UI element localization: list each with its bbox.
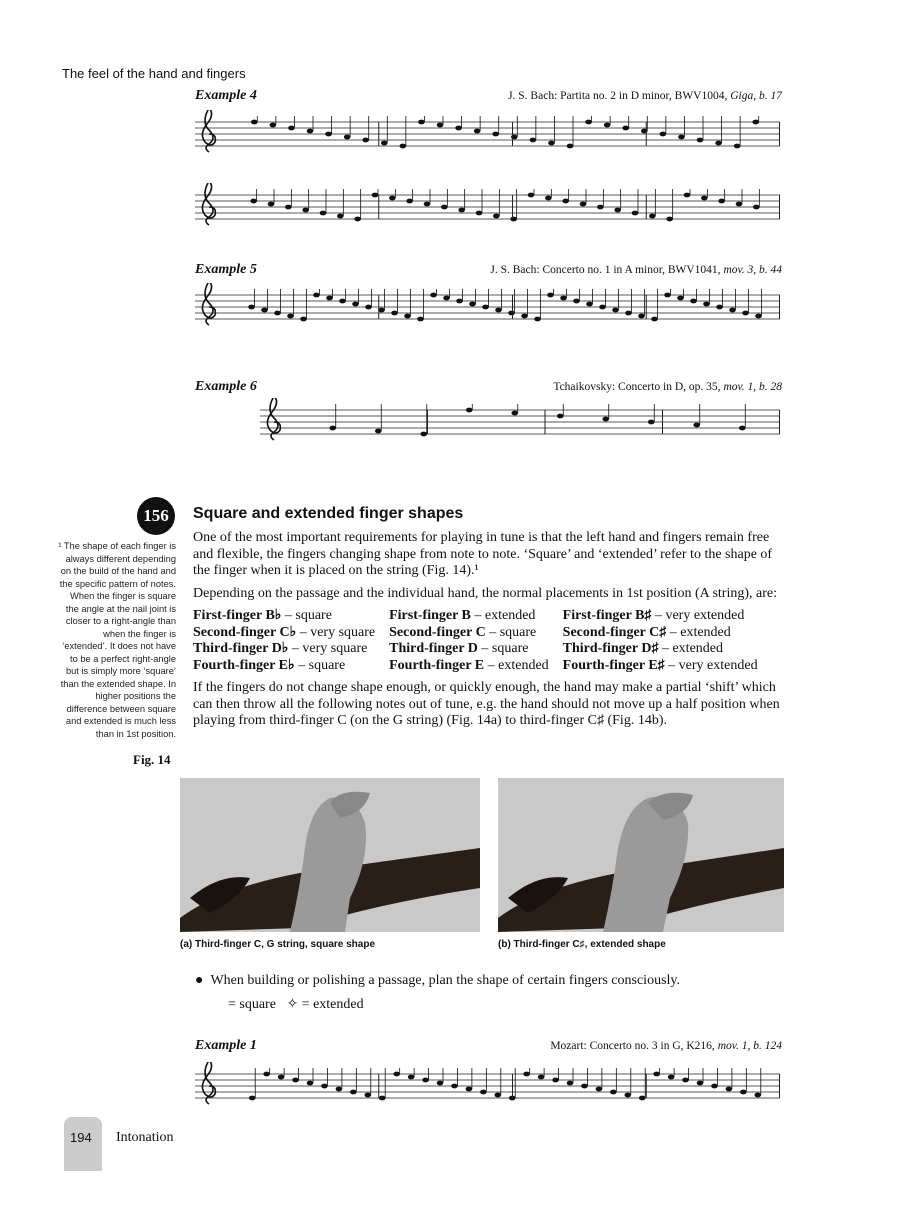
finger-name: First-finger B♯ <box>562 608 652 623</box>
legend-extended: ✧ = extended <box>286 997 364 1012</box>
placement-cell <box>563 608 758 625</box>
placement-cell <box>389 658 549 675</box>
note-head <box>753 205 760 210</box>
citation-text: Tchaikovsky: Concerto in D, op. 35, <box>553 381 724 393</box>
note-head <box>530 138 537 143</box>
note-head <box>391 311 398 316</box>
note-head <box>456 299 463 304</box>
note-head <box>715 141 722 146</box>
example-6-citation <box>553 381 782 393</box>
caption-a: (a) Third-finger C, G string, square shape <box>180 939 376 950</box>
placement-cell <box>563 658 758 675</box>
note-head <box>482 305 489 310</box>
note-head <box>441 205 448 210</box>
note-head <box>521 314 528 319</box>
note-head <box>325 132 332 137</box>
note-head <box>711 1084 718 1089</box>
note-head <box>329 426 336 431</box>
example-4-label: Example 4 <box>195 88 257 103</box>
note-head <box>476 211 483 216</box>
note-head <box>466 408 473 413</box>
note-head <box>602 417 609 422</box>
note-head <box>597 205 604 210</box>
finger-shape: – extended <box>661 641 723 656</box>
note-head <box>648 420 655 425</box>
hand-violin-image <box>180 778 480 932</box>
note-head <box>573 299 580 304</box>
note-head <box>354 217 361 222</box>
finger-shape: – very extended <box>668 657 758 673</box>
note-head <box>458 208 465 213</box>
note-head <box>534 317 541 322</box>
finger-shape: – very square <box>299 624 376 640</box>
note-head <box>703 302 710 307</box>
citation-location: mov. 1, b. 124 <box>717 1040 782 1052</box>
note-head <box>580 202 587 207</box>
note-head <box>697 1081 704 1086</box>
music-staff <box>195 283 780 353</box>
note-head <box>755 314 762 319</box>
note-head <box>362 138 369 143</box>
finger-name: First-finger B <box>389 608 471 623</box>
placement-cell <box>563 625 758 642</box>
finger-name: Fourth-finger E♯ <box>562 657 665 673</box>
note-head <box>538 1075 545 1080</box>
music-staff <box>260 398 780 473</box>
note-head <box>653 1072 660 1077</box>
note-head <box>664 293 671 298</box>
note-head <box>326 296 333 301</box>
finger-name: First-finger B♭ <box>193 608 282 623</box>
note-head <box>596 1087 603 1092</box>
note-head <box>599 305 606 310</box>
note-head <box>420 432 427 437</box>
finger-name: Third-finger D♭ <box>193 641 289 656</box>
note-head <box>752 120 759 125</box>
placement-cell <box>193 641 375 658</box>
placement-cell <box>389 608 549 625</box>
finger-name: Fourth-finger E♭ <box>193 657 295 673</box>
note-head <box>585 120 592 125</box>
note-head <box>739 426 746 431</box>
note-head <box>562 199 569 204</box>
example-5-label: Example 5 <box>195 262 257 277</box>
placement-cell <box>193 625 375 642</box>
note-head <box>404 314 411 319</box>
note-head <box>740 1090 747 1095</box>
note-head <box>389 196 396 201</box>
bullet-text: When building or polishing a passage, plan the shape of certain fingers consciously. <box>210 973 680 988</box>
section-number-badge: 156 <box>137 497 175 535</box>
note-head <box>511 411 518 416</box>
note-head <box>261 308 268 313</box>
chapter-title: Intonation <box>116 1130 174 1145</box>
note-head <box>292 1078 299 1083</box>
note-head <box>364 1093 371 1098</box>
note-head <box>666 217 673 222</box>
note-head <box>443 296 450 301</box>
note-head <box>320 211 327 216</box>
placement-cell <box>193 658 375 675</box>
paragraph: One of the most important requirements for playing in tune is that the left hand and fingers remain free and flexible, the fingers changing shape from note to note. ‘Square’ and ‘extended’ refer to the shape of the finger when it is placed on the string (Fig. 14).¹ <box>193 530 773 578</box>
finger-shape: – square <box>284 608 332 623</box>
note-head <box>701 196 708 201</box>
note-head <box>523 1072 530 1077</box>
note-head <box>424 202 431 207</box>
example-5-citation <box>490 264 782 276</box>
note-head <box>336 1087 343 1092</box>
finger-shape: – extended <box>669 624 731 640</box>
note-head <box>682 1078 689 1083</box>
note-head <box>287 314 294 319</box>
figure-label: Fig. 14 <box>133 752 171 767</box>
note-head <box>495 308 502 313</box>
note-head <box>684 193 691 198</box>
note-head <box>300 317 307 322</box>
note-head <box>437 1081 444 1086</box>
note-head <box>400 144 407 149</box>
note-head <box>455 126 462 131</box>
note-head <box>510 217 517 222</box>
note-head <box>734 144 741 149</box>
example-1-citation <box>550 1040 782 1052</box>
note-head <box>560 296 567 301</box>
note-head <box>548 141 555 146</box>
note-head <box>614 208 621 213</box>
note-head <box>251 120 258 125</box>
note-head <box>649 214 656 219</box>
note-head <box>307 1081 314 1086</box>
finger-name: Second-finger C♭ <box>193 624 297 640</box>
finger-shape: – extended <box>474 608 536 623</box>
note-head <box>344 135 351 140</box>
legend <box>228 996 364 1013</box>
paragraph: If the fingers do not change shape enough, or quickly enough, the hand may make a partial ‘shift’ which can then throw all the following notes out of tune, e.g. the hand should not move up a half position when playing from third-finger C (on the G string) (Fig. 14a) to third-finger C♯ (Fig. 14b). <box>193 680 780 728</box>
note-head <box>270 123 277 128</box>
note-head <box>365 305 372 310</box>
note-head <box>248 305 255 310</box>
note-head <box>716 305 723 310</box>
note-head <box>639 1096 646 1101</box>
placement-cell <box>389 641 549 658</box>
body-text <box>193 530 791 736</box>
note-head <box>557 414 564 419</box>
note-head <box>528 193 535 198</box>
finger-shape: – very square <box>291 641 368 656</box>
finger-shape: – extended <box>487 657 549 673</box>
photo-extended-shape <box>498 778 784 932</box>
note-head <box>350 1090 357 1095</box>
finger-shape: – square <box>298 657 346 673</box>
citation-text: J. S. Bach: Concerto no. 1 in A minor, BWV1041, <box>490 264 724 276</box>
music-staff <box>195 110 780 170</box>
finger-shape: – very extended <box>654 608 745 623</box>
finger-shape: – square <box>489 624 537 640</box>
note-head <box>729 308 736 313</box>
note-head <box>372 193 379 198</box>
citation-text: J. S. Bach: Partita no. 2 in D minor, BWV1004, <box>508 90 731 102</box>
note-head <box>337 214 344 219</box>
note-head <box>379 1096 386 1101</box>
note-head <box>625 311 632 316</box>
note-head <box>697 138 704 143</box>
note-head <box>651 317 658 322</box>
note-head <box>492 132 499 137</box>
note-head <box>567 144 574 149</box>
note-head <box>545 196 552 201</box>
note-head <box>250 199 257 204</box>
note-head <box>668 1075 675 1080</box>
note-head <box>754 1093 761 1098</box>
note-head <box>408 1075 415 1080</box>
caption-b: (b) Third-finger C♯, extended shape <box>498 939 666 950</box>
photo-square-shape <box>180 778 480 932</box>
note-head <box>339 299 346 304</box>
citation-location: mov. 1, b. 28 <box>723 381 782 393</box>
note-head <box>469 302 476 307</box>
note-head <box>693 423 700 428</box>
note-head <box>393 1072 400 1077</box>
note-head <box>736 202 743 207</box>
citation-location: mov. 3, b. 44 <box>723 264 782 276</box>
example-6-label: Example 6 <box>195 379 257 394</box>
note-head <box>474 129 481 134</box>
note-head <box>494 1093 501 1098</box>
note-head <box>610 1090 617 1095</box>
note-head <box>285 205 292 210</box>
finger-shape: – square <box>481 641 529 656</box>
note-head <box>288 126 295 131</box>
bullet-icon: ● <box>195 973 211 988</box>
note-head <box>718 199 725 204</box>
note-head <box>612 308 619 313</box>
note-head <box>552 1078 559 1083</box>
running-head: The feel of the hand and fingers <box>62 66 246 81</box>
note-head <box>406 199 413 204</box>
note-head <box>624 1093 631 1098</box>
note-head <box>466 1087 473 1092</box>
finger-name: Second-finger C <box>389 624 486 640</box>
finger-name: Fourth-finger E <box>389 657 485 673</box>
note-head <box>268 202 275 207</box>
placement-cell <box>389 625 549 642</box>
note-head <box>508 311 515 316</box>
note-head <box>632 211 639 216</box>
note-head <box>274 311 281 316</box>
note-head <box>660 132 667 137</box>
note-head <box>418 120 425 125</box>
paragraph: Depending on the passage and the individual hand, the normal placements in 1st position (A string), are: <box>193 585 777 601</box>
page-number: 194 <box>70 1130 92 1145</box>
placement-cell <box>563 641 758 658</box>
example-1-label: Example 1 <box>195 1038 257 1053</box>
finger-name: Third-finger D♯ <box>562 641 659 656</box>
note-head <box>622 126 629 131</box>
note-head <box>586 302 593 307</box>
note-head <box>726 1087 733 1092</box>
note-head <box>437 123 444 128</box>
note-head <box>375 429 382 434</box>
placement-cell <box>193 608 375 625</box>
note-head <box>278 1075 285 1080</box>
section-heading: Square and extended finger shapes <box>193 505 464 522</box>
music-staff <box>195 1062 780 1114</box>
hand-violin-image <box>498 778 784 932</box>
note-head <box>263 1072 270 1077</box>
note-head <box>417 317 424 322</box>
note-head <box>307 129 314 134</box>
note-head <box>302 208 309 213</box>
note-head <box>581 1084 588 1089</box>
note-head <box>480 1090 487 1095</box>
footnote: ¹ The shape of each finger is always different depending on the build of the hand and the specific pattern of notes. When the finger is square the angle at the nail joint is closer to a right-angle than when the finger is ‘extended’. It does not have to be a perfect right-angle but is simply more ‘square’ than the extended shape. In higher positions the difference between square and extended is much less than in 1st position. <box>58 541 176 739</box>
finger-name: Second-finger C♯ <box>562 624 667 640</box>
note-head <box>381 141 388 146</box>
note-head <box>678 135 685 140</box>
note-head <box>422 1078 429 1083</box>
note-head <box>604 123 611 128</box>
note-head <box>451 1084 458 1089</box>
note-head <box>742 311 749 316</box>
note-head <box>430 293 437 298</box>
note-head <box>677 296 684 301</box>
note-head <box>249 1096 256 1101</box>
citation-text: Mozart: Concerto no. 3 in G, K216, <box>550 1040 718 1052</box>
bullet-item <box>195 973 680 989</box>
note-head <box>511 135 518 140</box>
citation-location: Giga, b. 17 <box>730 90 782 102</box>
note-head <box>313 293 320 298</box>
note-head <box>547 293 554 298</box>
finger-name: Third-finger D <box>389 641 478 656</box>
music-staff <box>195 183 780 243</box>
note-head <box>567 1081 574 1086</box>
example-4-citation <box>508 90 782 102</box>
placements-table <box>193 608 791 674</box>
note-head <box>352 302 359 307</box>
note-head <box>638 314 645 319</box>
note-head <box>690 299 697 304</box>
note-head <box>321 1084 328 1089</box>
note-head <box>493 214 500 219</box>
legend-square: = square <box>228 997 276 1012</box>
